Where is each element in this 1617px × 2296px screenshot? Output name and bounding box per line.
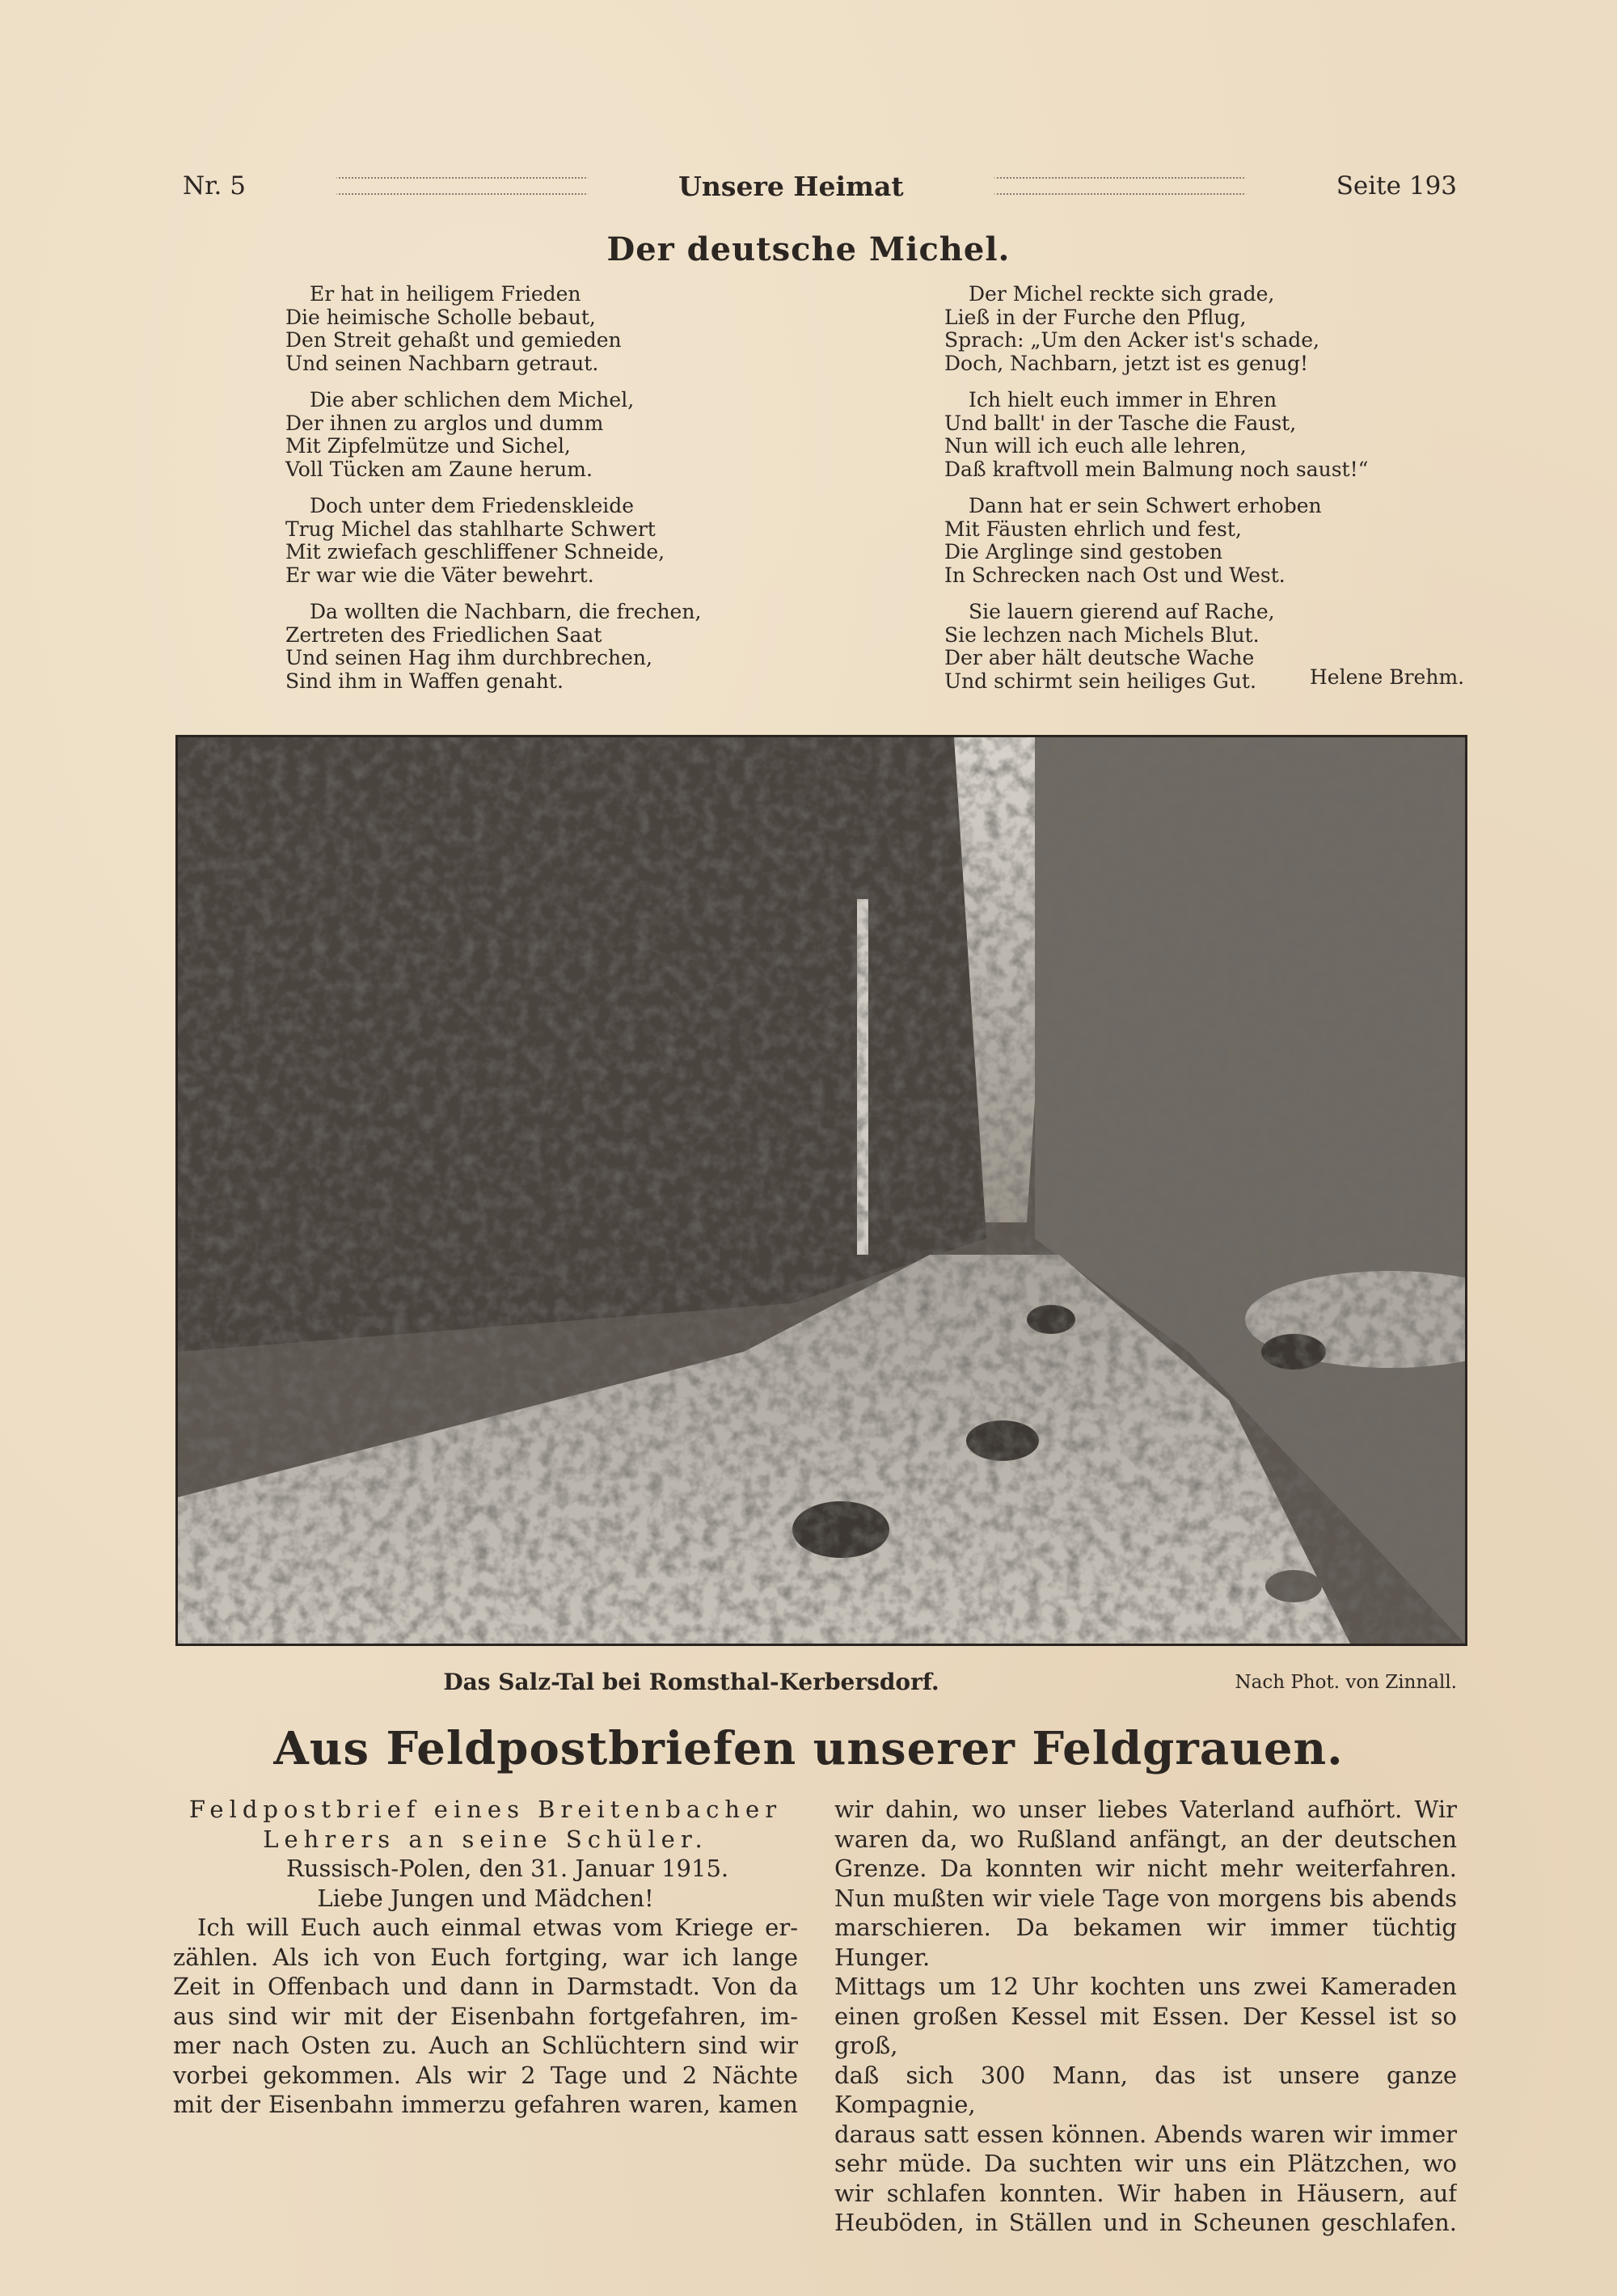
poem-title: Der deutsche Michel. — [606, 230, 1011, 268]
letter-subtitle: Feldpostbrief eines Breitenbacher — [188, 1796, 783, 1823]
poem-line: Und ballt' in der Tasche die Faust, — [944, 411, 1297, 435]
forest-stream-image — [178, 737, 1465, 1644]
poem-line: Da wollten die Nachbarn, die frechen, — [310, 600, 702, 623]
article-right-column — [834, 1795, 1457, 2238]
poem-line: Zertreten des Friedlichen Saat — [285, 623, 602, 647]
body-text-line: marschieren. Da bekamen wir immer tüchtig Hunger. — [834, 1914, 1457, 1971]
poem-line: Doch unter dem Friedenskleide — [310, 494, 635, 517]
poem-line: Die aber schlichen dem Michel, — [310, 388, 635, 412]
poem-line: Doch, Nachbarn, jetzt ist es genug! — [944, 351, 1309, 375]
poem-line: Sie lauern gierend auf Rache, — [969, 600, 1275, 623]
body-text-line: aus sind wir mit der Eisenbahn fortgefahren, im- — [173, 2002, 798, 2030]
body-text-line: wir schlafen konnten. Wir haben in Häusern, auf — [834, 2179, 1457, 2207]
poem-line: Der aber hält deutsche Wache — [944, 646, 1255, 669]
photo-credit: Nach Phot. von Zinnall. — [1235, 1672, 1457, 1693]
poem-line: Ließ in der Furche den Pflug, — [944, 305, 1247, 329]
body-text-line: waren da, wo Rußland anfängt, an der deutschen — [834, 1825, 1457, 1853]
body-text-line: Ich will Euch auch einmal etwas vom Kriege er- — [197, 1914, 798, 1941]
poem-line: Daß kraftvoll mein Balmung noch saust!“ — [944, 457, 1369, 481]
poem-stanza — [944, 389, 1462, 481]
photo-caption: Das Salz-Tal bei Romsthal-Kerbersdorf. — [443, 1669, 939, 1695]
issue-number: Nr. 5 — [183, 171, 246, 200]
poem-stanza — [285, 601, 706, 693]
poem-line: Sind ihm in Waffen genaht. — [285, 669, 564, 693]
wave-ornament — [915, 177, 1325, 195]
poem-line: In Schrecken nach Ost und West. — [944, 563, 1286, 587]
poem-line: Die heimische Scholle bebaut, — [285, 305, 596, 329]
poem-line: Und schirmt sein heiliges Gut. — [944, 669, 1256, 693]
body-text-line: wir dahin, wo unser liebes Vaterland aufhört. Wir — [834, 1796, 1457, 1823]
poem-line: Dann hat er sein Schwert erhoben — [969, 494, 1322, 517]
body-text-line: sehr müde. Da suchten wir uns ein Plätzchen, wo — [834, 2150, 1457, 2177]
poem-line: Der Michel reckte sich grade, — [969, 282, 1275, 306]
page-number: Seite 193 — [1336, 171, 1458, 200]
body-text-line: zählen. Als ich von Euch fortging, war ich lange — [173, 1943, 798, 1971]
body-text-line: Grenze. Da konnten wir nicht mehr weiterfahren. — [834, 1855, 1457, 1882]
poem-stanza — [285, 283, 706, 375]
poem-left-column — [285, 283, 706, 707]
body-text-line: mit der Eisenbahn immerzu gefahren waren, kamen — [173, 2091, 798, 2118]
letter-salutation: Liebe Jungen und Mädchen! — [317, 1884, 654, 1912]
body-text-line: mer nach Osten zu. Auch an Schlüchtern sind wir — [173, 2032, 798, 2059]
body-text-line: Nun mußten wir viele Tage von morgens bis abends — [834, 1884, 1457, 1912]
poem-stanza — [944, 495, 1462, 587]
poem-line: Trug Michel das stahlharte Schwert — [285, 517, 656, 541]
poem-line: Und seinen Hag ihm durchbrechen, — [285, 646, 652, 669]
poem-line: Und seinen Nachbarn getraut. — [285, 351, 599, 375]
body-text-line: Mittags um 12 Uhr kochten uns zwei Kameraden — [834, 1973, 1457, 2000]
poem-line: Sie lechzen nach Michels Blut. — [944, 623, 1260, 647]
poem-line: Mit Zipfelmütze und Sichel, — [285, 434, 571, 458]
poem-line: Den Streit gehaßt und gemieden — [285, 328, 622, 352]
poem-author: Helene Brehm. — [1310, 665, 1465, 689]
wave-ornament — [257, 177, 667, 195]
poem-line: Er war wie die Väter bewehrt. — [285, 563, 594, 587]
publication-title: Unsere Heimat — [678, 170, 904, 202]
body-text-line: Zeit in Offenbach und dann in Darmstadt. Von da — [173, 1973, 798, 2000]
poem-line: Er hat in heiligem Frieden — [310, 282, 581, 306]
poem-line: Der ihnen zu arglos und dumm — [285, 411, 604, 435]
stream-photograph — [175, 735, 1467, 1646]
poem-line: Sprach: „Um den Acker ist's schade, — [944, 328, 1319, 352]
body-text-line: Heuböden, in Ställen und in Scheunen geschlafen. — [834, 2209, 1457, 2236]
body-text-line: vorbei gekommen. Als wir 2 Tage und 2 Nächte — [173, 2061, 798, 2089]
body-text-line: daß sich 300 Mann, das ist unsere ganze Kompagnie, — [834, 2061, 1457, 2118]
poem-stanza — [944, 283, 1462, 375]
poem-line: Mit Fäusten ehrlich und fest, — [944, 517, 1242, 541]
poem-line: Ich hielt euch immer in Ehren — [969, 388, 1277, 412]
page-header — [183, 166, 1457, 206]
poem-line: Voll Tücken am Zaune herum. — [285, 457, 593, 481]
poem-stanza — [285, 495, 706, 587]
body-text-line: daraus satt essen können. Abends waren wir immer — [834, 2120, 1457, 2148]
poem-line: Mit zwiefach geschliffener Schneide, — [285, 540, 665, 563]
body-text-line: einen großen Kessel mit Essen. Der Kessel ist so groß, — [834, 2002, 1457, 2059]
letter-subtitle: Lehrers an seine Schüler. — [263, 1825, 708, 1853]
poem-stanza — [285, 389, 706, 481]
poem-right-column — [944, 282, 1465, 707]
poem-line: Nun will ich euch alle lehren, — [944, 434, 1247, 458]
article-title: Aus Feldpostbriefen unserer Feldgrauen. — [273, 1722, 1344, 1775]
letter-dateline: Russisch-Polen, den 31. Januar 1915. — [286, 1855, 729, 1882]
article-left-column — [173, 1795, 798, 2120]
poem-line: Die Arglinge sind gestoben — [944, 540, 1223, 563]
